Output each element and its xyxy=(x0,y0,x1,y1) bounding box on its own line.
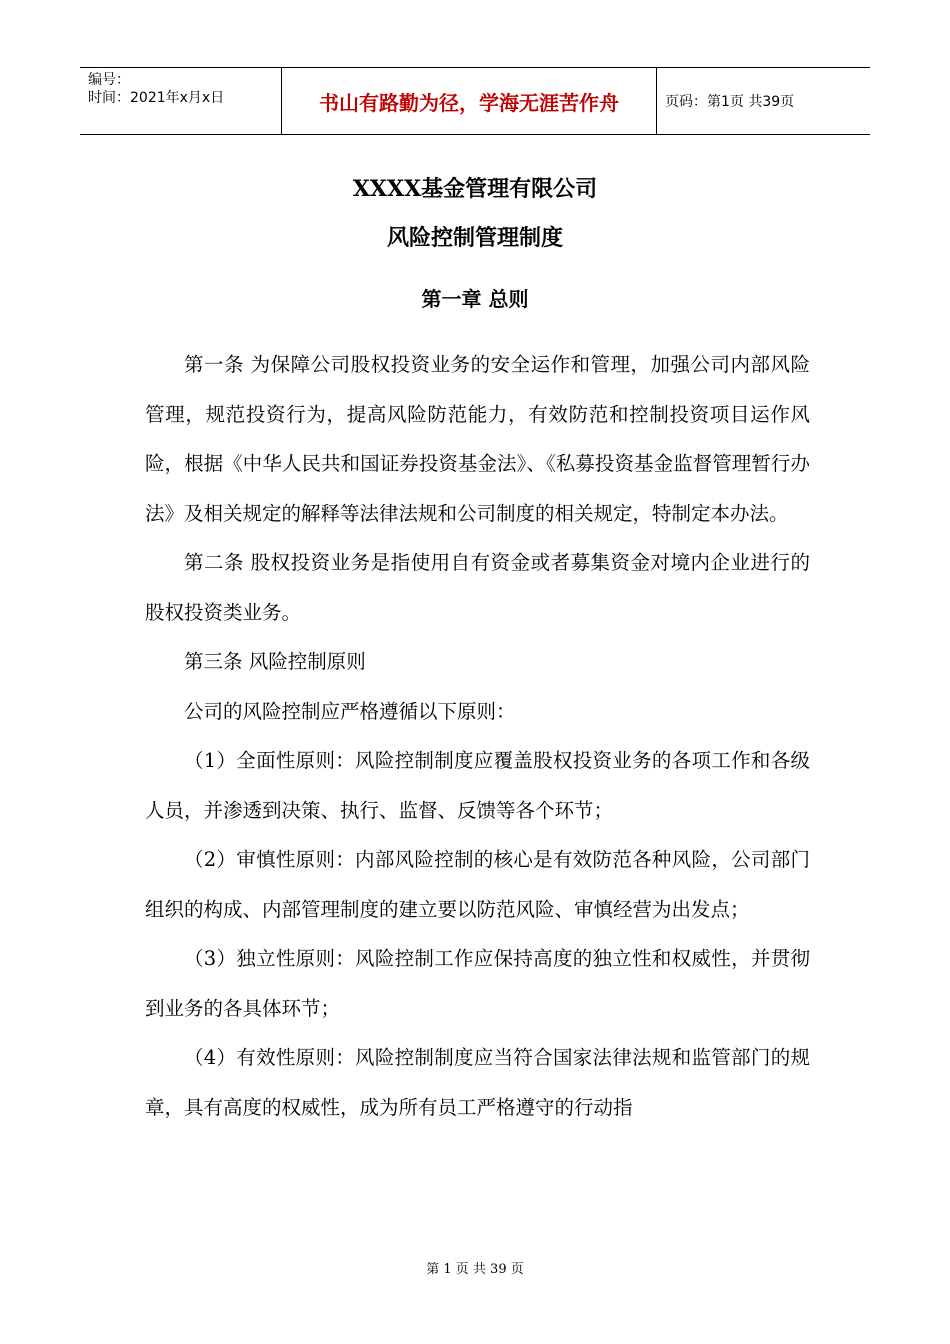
page-footer: 第 1 页 共 39 页 xyxy=(426,1262,524,1277)
paragraph: （1）全面性原则：风险控制制度应覆盖股权投资业务的各项工作和各级人员，并渗透到决策、执行、监督、反馈等各个环节； xyxy=(145,749,810,822)
document-time-label: 时间：2021年x月x日 xyxy=(88,90,225,106)
paragraph: （3）独立性原则：风险控制工作应保持高度的独立性和权威性，并贯彻到业务的各具体环节； xyxy=(145,947,810,1020)
paragraph: 第三条 风险控制原则 xyxy=(184,650,366,673)
document-number-label: 编号： xyxy=(88,72,130,88)
paragraph: 公司的风险控制应严格遵循以下原则： xyxy=(184,699,516,723)
document-subtitle: 风险控制管理制度 xyxy=(386,225,563,251)
paragraph: （4）有效性原则：风险控制制度应当符合国家法律法规和监管部门的规章，具有高度的权威性，成为所有员工严格遵守的行动指 xyxy=(145,1046,810,1119)
paragraph: 第二条 股权投资业务是指使用自有资金或者募集资金对境内企业进行的股权投资类业务。 xyxy=(145,551,810,624)
chapter-heading: 第一章 总则 xyxy=(421,287,529,311)
document-title: XXXX基金管理有限公司 xyxy=(352,176,598,202)
header-motto: 书山有路勤为径，学海无涯苦作舟 xyxy=(282,68,657,134)
document-body xyxy=(145,340,810,1132)
page-header xyxy=(80,67,870,135)
header-page-info: 页码：第1页 共39页 xyxy=(665,94,795,110)
header-meta xyxy=(80,68,282,134)
paragraph: （2）审慎性原则：内部风险控制的核心是有效防范各种风险，公司部门组织的构成、内部管理制度的建立要以防范风险、审慎经营为出发点； xyxy=(145,848,810,921)
paragraph: 第一条 为保障公司股权投资业务的安全运作和管理，加强公司内部风险管理，规范投资行为，提高风险防范能力，有效防范和控制投资项目运作风险，根据《中华人民共和国证券投资基金法》、《私募投资基金监督管理暂行办法》及相关规定的解释等法律法规和公司制度的相关规定，特制定本办法。 xyxy=(145,353,810,525)
